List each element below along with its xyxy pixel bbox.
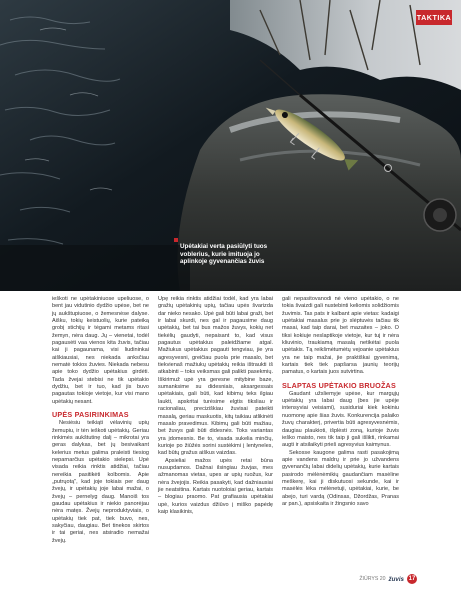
paragraph: Sekosse kaugone galima rasti pasakojimą apie vandens maldrų ir prie jo užvandens gyvenančių labai didelių upėtakių, kurie kartais pasirodo mėlėnėmikių gaudančiam masėline meškerę, kai ji diskutuosi sekunde, kai ir masėlės lėka mėlėnetuji, upėtakiai, kurie, be abejo, turi vardą (Odinsas, Džordžas, Pranas ar pan.), apsiskaita ir žingsnio savo — [282, 449, 399, 507]
paragraph: Upę reikia rinktis atidžiai todėl, kad yra labai gražių upėtakinių upių, tačiau upės švarizda dar nieko nesako. Upė gali būti labai graži, bet ir labai skurdi, nes gal ir pagausime daug upėtakių, bet tai bus mažos žuvys, kokių net tiekėlių gaudyti, nepaisant to, kad visus pagautus upėtakius paleidžiame atgal. Mažiukus upėtakius pagauti tengviau, jie yra agresyvesni, greičiau puola prie masalo, bet tiekvienaš mažiukų upėtakių reikia ištraukti iš atkabinti – toks veiksmas gali palikti pasekmių. Iškirimuž upė yra geresne mitybine baze, sumanksime su didesniais, aksargessais upėtakiais, gali būti, kad kibimų teks ilgiau laukti, apskritai turėsime elgtis tiksliau ir racionaliau, preciziškiau žuvisai pateikti masalą, geriau maskuotis, kitų taikiau atlikinėti masalo pravedimus. Kibimų gali būti mažiau, bet žuvys gali būti didesnės. Toks variantas yra įdomesnis. Be to, visada sukelia minčių, kurioje po žiūžės sorini sustėkimi į lentyneles, kad būtų gražus aiškus vaizdas. — [158, 296, 273, 457]
paragraph: gali nepasitovanodi nė vieno upėtakio, o ne tokia švaizdi gali nustebinti keliomis solidžiomis žuvimis. Tas pats ir kalbant apie vietas: kadaigi upėtakiai masalus prie jo slėptuvės tačiau tik masai, kad taip darai, bet mazaites – joko. O tiksi kokiuje neslaptikoje vietoje, kur tuj ir nėra kliuvinio, traukiamą masalą netikėtai puola upėtakis. Tą reikšmėtumėtų vejoanie upėtakius yra ne taip mažai, jie praktiškai gyvenimą, kartais tiek tiek papšarsa jaunių teorijų pamatus, o kartais juos sutvirtina. — [282, 296, 399, 376]
hero-photo — [0, 0, 461, 291]
paragraph: Gaudant užsliemyje upėse, kur margųjų upėtakių yra labai daug (bes jie upėje intensyviai veisiami), susiduriai kiek kokiniu nuomonę apie šias žuvis. Konkurencija palaiko žuvų charakterį, privertia būti agresyvesnėmis, daugiau plaukioti, išplėsti zoną, kurioje žuvis ieško maisto, nes tik taip ji gali išlikti, rinkamai augti ir atsilaikyti prieš agresyvius kaimynus. — [282, 390, 399, 449]
section-tag: TAKTIKA — [416, 10, 452, 25]
photo-caption: Upėtakiai verta pasiūlyti tuos voblerius, kurie imituoja jo aplinkoje gyvenančias žuvis — [180, 243, 268, 266]
column-1 — [52, 296, 149, 545]
magazine-name: žuvis — [388, 575, 404, 583]
column-2 — [158, 296, 273, 516]
paragraph: ieškoti ne upėtakiniuose upeliuose, o bent jau vidutinio dydžio upėse, bet ne jų aukštupiuose, o žemesnėse dalyse. Aišku, tokių keistuolių, kurie pateiką grobį stichijų ir tėgami metams ritasi žemyn, nėra daug. Jų – vienetai, todėl pagausėti vaa vienos kita žuvis, tačiau kai ji pagaunama, visi liudininkai aiškiausiai, nes niekada anksčiau nematė tokios žuvies. Niekada nebesu apie toko dydžio upėtakius girdėti. Tada žvejai stebisi ne tik upėtakio dydžiu, bet ir tuo, kad jis buvo pagautas tokioje vietoje, kur visi mano upėtakių nesant. — [52, 296, 149, 405]
subheading-river-choice: UPĖS PASIRINKIMAS — [52, 410, 129, 420]
caption-marker — [174, 238, 178, 242]
column-3 — [282, 296, 399, 508]
page-number: 17 — [408, 576, 416, 582]
issue-label: ŽIŪRYS 20 — [359, 576, 386, 582]
subheading-secret-trait: SLAPTAS UPĖTAKIO BRUOŽAS — [282, 380, 396, 390]
page-footer — [359, 574, 417, 584]
article-body — [0, 296, 461, 566]
paragraph: Nesiėsiu teikiąti vėlavinių upių žemupiu, ir tėn ieškoti upėtakių. Geriau rinkimės aukštutinę dalį – mikrotai yra geras dalykas, bet jų besivaikant kelerius metus galima praleisti tiesiog neparnarčius upėtakio sielepsi. Upė visada reikia rinktis atidžiai, tačiau nereikia pasitikėti kolbomis. Apie „putrųotą", kad joje tokiais per daug žvejų, ir upėtakių joje labai mažai, o žvejų – pernelyg daug. Manoiš tos gaudau upėtakius ir niekio panorėjau nėra matęs. Žvejų neproduktyviais, o upėtakių tiek pat, tiek buvo, nes, sakyčiau, daugiau. Bet tinekos skirtos ir tai geriai, nes atsiradio nemažai žvejų. — [52, 420, 149, 544]
paragraph: Apsieliai mažos upės retai būna nusupdamos. Dažnai ilsingiau žuvjas, mes ažmanomas vietas, upes ar upių ruožus, kur nėra žvejojis. Reikia pasakyti, kad dažniausiai jie neatsitina. Kartais nuotoloiai geriau, kartais – blogiau praomo. Pat grafiausia upėtakiai upė, kurios vaizdus džiūvo į miško papėdę kaip klasikinis, — [158, 457, 273, 515]
